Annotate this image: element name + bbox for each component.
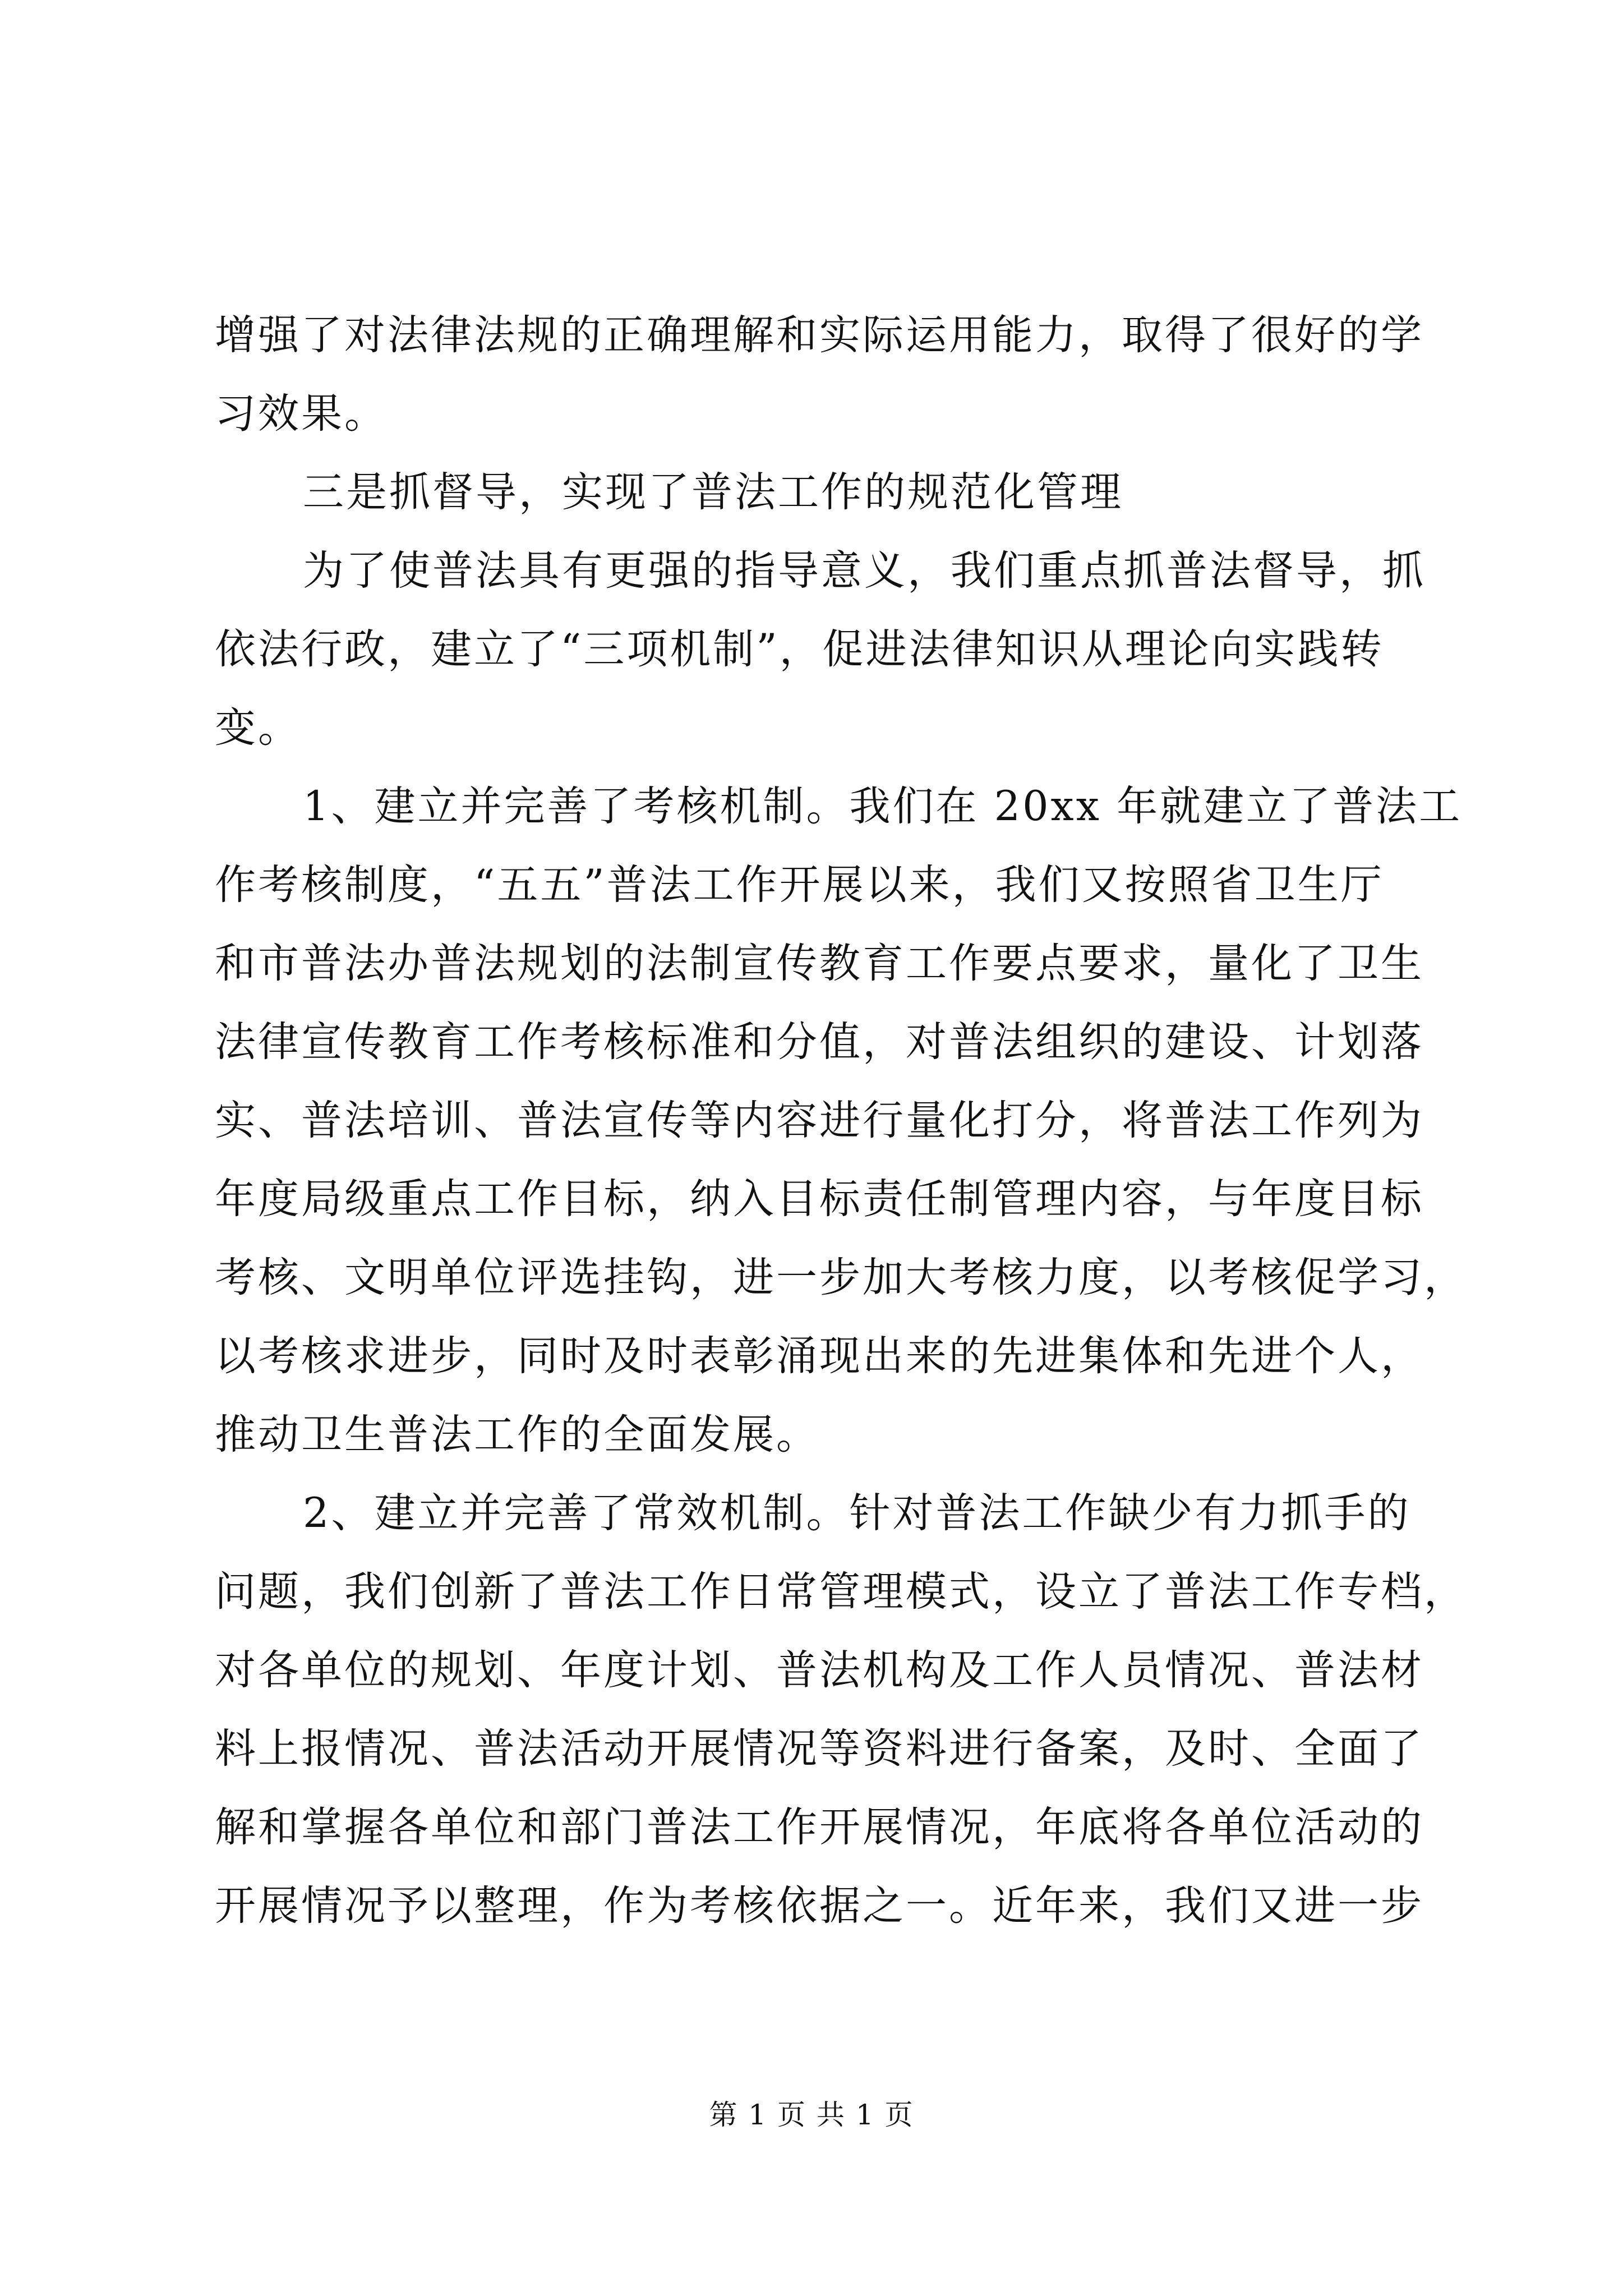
paragraph-1 bbox=[215, 296, 1424, 453]
text-line: 为了使普法具有更强的指导意义，我们重点抓普法督导，抓 bbox=[303, 547, 1426, 595]
paragraph-3 bbox=[215, 532, 1426, 767]
text-line: 三是抓督导，实现了普法工作的规范化管理 bbox=[303, 468, 1123, 516]
text-line: 和市普法办普法规划的法制宣传教育工作要点要求，量化了卫生 bbox=[215, 940, 1424, 987]
text-line: 依法行政，建立了“三项机制”，促进法律知识从理论向实践转 bbox=[215, 625, 1384, 673]
text-line: 推动卫生普法工作的全面发展。 bbox=[215, 1411, 819, 1458]
text-line: 1、建立并完善了考核机制。我们在 20xx 年就建立了普法工 bbox=[303, 783, 1463, 830]
paragraph-4 bbox=[215, 767, 1467, 1474]
text-line: 变。 bbox=[215, 704, 301, 752]
text-line: 增强了对法律法规的正确理解和实际运用能力，取得了很好的学 bbox=[215, 311, 1424, 359]
text-line: 考核、文明单位评选挂钩，进一步加大考核力度，以考核促学习， bbox=[215, 1254, 1467, 1301]
text-line: 问题，我们创新了普法工作日常管理模式，设立了普法工作专档， bbox=[215, 1568, 1467, 1616]
text-line: 料上报情况、普法活动开展情况等资料进行备案，及时、全面了 bbox=[215, 1725, 1424, 1773]
text-line: 对各单位的规划、年度计划、普法机构及工作人员情况、普法材 bbox=[215, 1646, 1424, 1694]
text-line: 解和掌握各单位和部门普法工作开展情况，年底将各单位活动的 bbox=[215, 1803, 1424, 1851]
text-line: 实、普法培训、普法宣传等内容进行量化打分，将普法工作列为 bbox=[215, 1097, 1424, 1144]
text-line: 2、建立并完善了常效机制。针对普法工作缺少有力抓手的 bbox=[303, 1489, 1411, 1537]
section-heading bbox=[215, 453, 1421, 532]
text-line: 习效果。 bbox=[215, 390, 388, 438]
text-line: 以考核求进步，同时及时表彰涌现出来的先进集体和先进个人， bbox=[215, 1332, 1424, 1380]
text-line: 开展情况予以整理，作为考核依据之一。近年来，我们又进一步 bbox=[215, 1882, 1424, 1930]
paragraph-5 bbox=[215, 1474, 1467, 1945]
text-line: 年度局级重点工作目标，纳入目标责任制管理内容，与年度目标 bbox=[215, 1175, 1424, 1223]
document-body bbox=[215, 296, 1467, 1945]
page-number-footer: 第 1 页 共 1 页 bbox=[709, 2099, 914, 2131]
text-line: 作考核制度，“五五”普法工作开展以来，我们又按照省卫生厅 bbox=[215, 861, 1384, 909]
text-line: 法律宣传教育工作考核标准和分值，对普法组织的建设、计划落 bbox=[215, 1018, 1424, 1066]
